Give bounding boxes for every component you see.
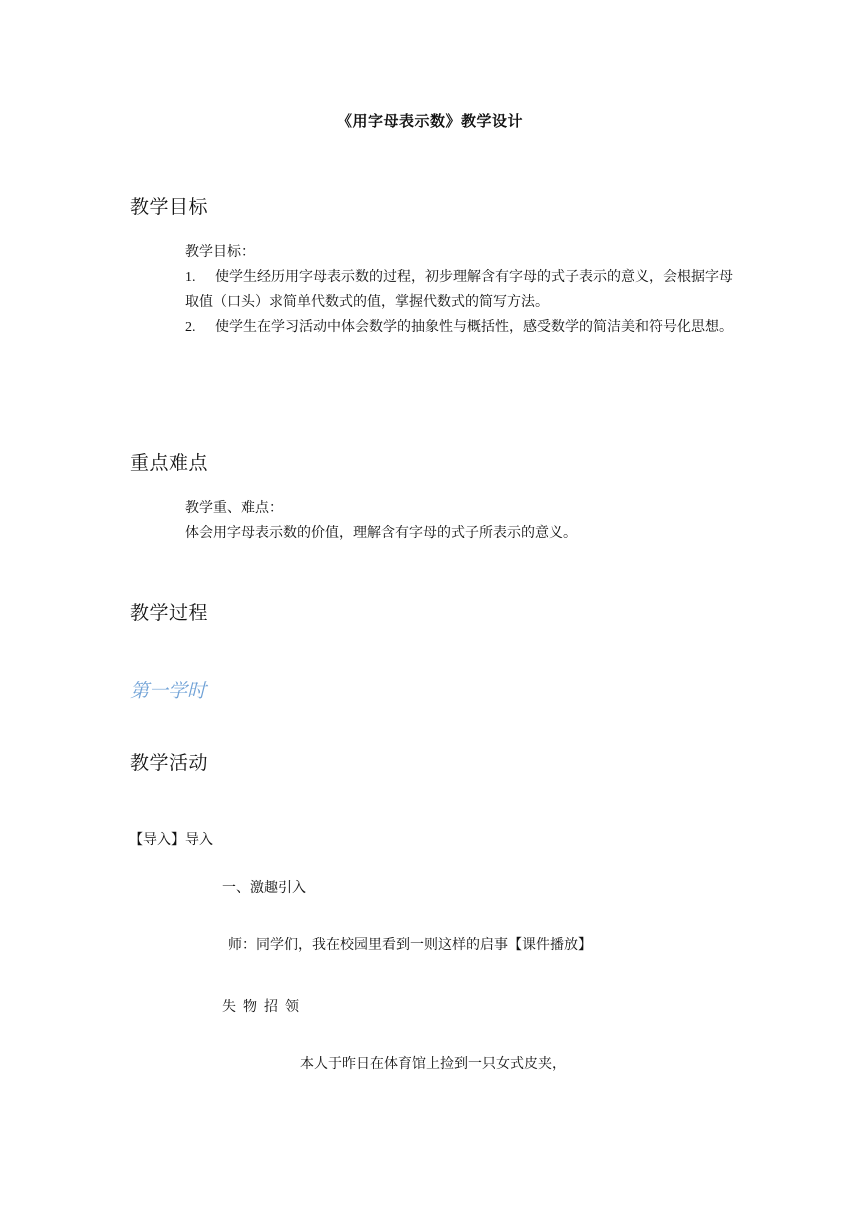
key-points-content [185,496,740,546]
section-heading-process: 教学过程 [130,602,209,624]
section-heading-key-points: 重点难点 [130,452,209,474]
teacher-line: 师：同学们，我在校园里看到一则这样的启事【课件播放】 [228,938,592,953]
intro-tag: 【导入】导入 [129,832,213,848]
objective-item [185,265,740,315]
objectives-label: 教学目标： [185,245,255,260]
objective-item [185,315,740,340]
section-heading-objectives: 教学目标 [130,196,209,218]
notice-title: 失物招领 [222,1000,306,1015]
step-title: 一、激趣引入 [222,881,306,896]
document-title: 《用字母表示数》教学设计 [336,112,523,130]
objective-item-text: 使学生经历用字母表示数的过程，初步理解含有字母的式子表示的意义，会根据字母取值（口头）求简单代数式的值，掌握代数式的简写方法。 [185,270,733,310]
objective-item-number: 2. [185,320,196,335]
notice-line: 本人于昨日在体育馆上捡到一只女式皮夹， [300,1057,566,1072]
key-points-label: 教学重、难点： [185,501,283,516]
section-heading-activities: 教学活动 [130,752,209,774]
lesson-heading: 第一学时 [130,680,207,702]
objectives-content [185,240,740,340]
objective-item-text: 使学生在学习活动中体会数学的抽象性与概括性，感受数学的简洁美和符号化思想。 [215,320,733,335]
objective-item-number: 1. [185,270,196,285]
key-points-text: 体会用字母表示数的价值，理解含有字母的式子所表示的意义。 [185,526,577,541]
